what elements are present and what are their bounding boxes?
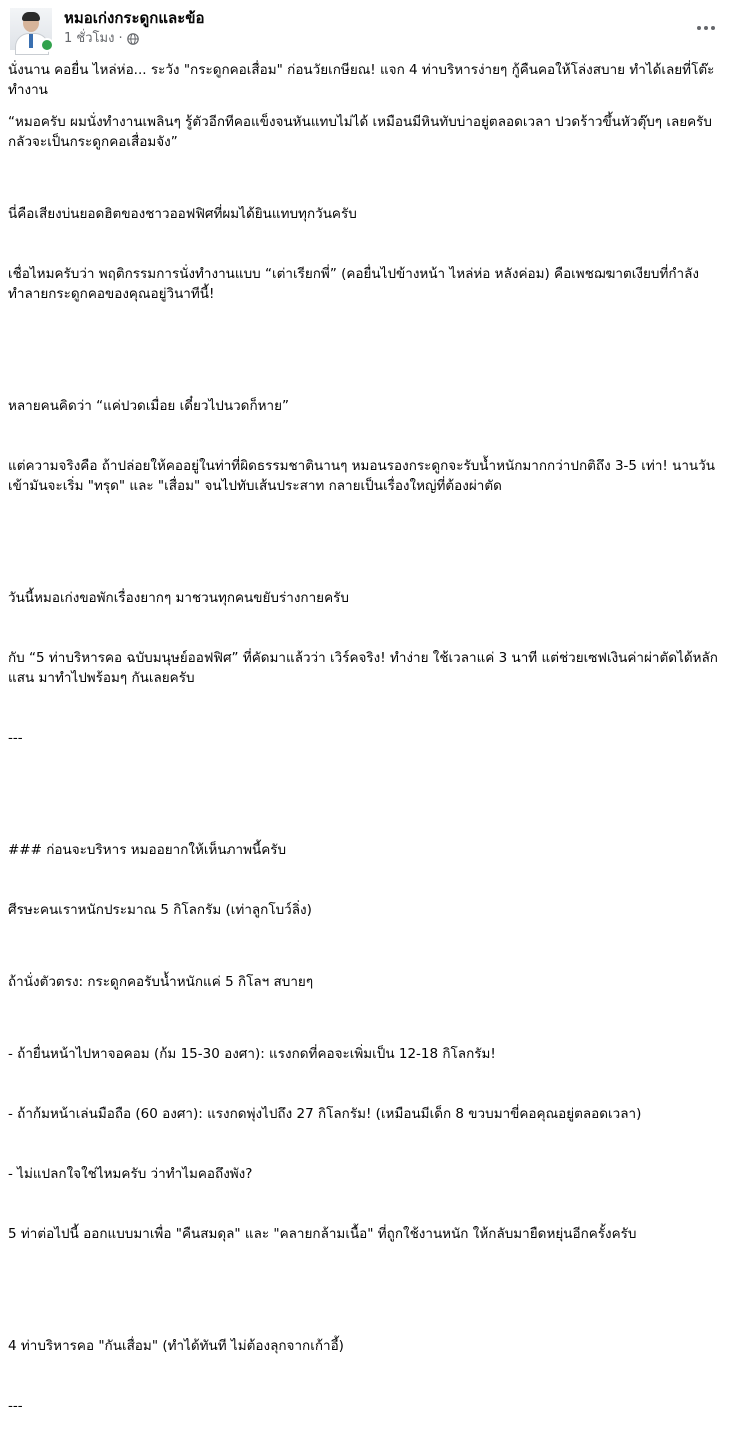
post-header [8, 6, 726, 52]
text-line: แต่ความจริงคือ ถ้าปล่อยให้คออยู่ในท่าที่ผิดธรรมชาตินานๆ หมอนรองกระดูกจะรับน้ำหนักมากกว่าปกติถึง 3-5 เท่า! นานวันเข้ามันจะเริ่ม "ทรุด" และ "เสื่อม" จนไปทับเส้นประสาท กลายเป็นเรื่องใหญ่ที่ต้องผ่าตัด [8, 458, 715, 494]
more-options-icon [697, 26, 715, 30]
paragraph-exercise-intro [8, 548, 726, 788]
bullet-item: - ถ้าก้มหน้าเล่นมือถือ (60 องศา): แรงกดพุ่งไปถึง 27 กิโลกรัม! (เหมือนมีเด็ก 8 ขวบมาขี่คอคุณอยู่ตลอดเวลา) [8, 1106, 642, 1122]
paragraph-office-complaint [8, 164, 726, 344]
text-line: วันนี้หมอเก่งขอพักเรื่องยากๆ มาชวนทุกคนขยับร่างกายครับ [8, 590, 349, 606]
divider-text: --- [8, 730, 23, 746]
text-line: 4 ท่าบริหารคอ "กันเสื่อม" (ทำได้ทันที ไม่ต้องลุกจากเก้าอี้) [8, 1338, 344, 1354]
avatar-tie [29, 34, 33, 48]
globe-icon[interactable] [127, 33, 139, 45]
text-line: เชื่อไหมครับว่า พฤติกรรมการนั่งทำงานแบบ “เต่าเรียกพี่” (คอยื่นไปข้างหน้า ไหล่ห่อ หลังค่อม) คือเพชฌฆาตเงียบที่กำลังทำลายกระดูกคอของคุณอยู่วินาทีนี้! [8, 266, 699, 302]
post-meta [64, 31, 139, 47]
bullet-item: - ถ้ายื่นหน้าไปหาจอคอม (ก้ม 15-30 องศา): แรงกดที่คอจะเพิ่มเป็น 12-18 กิโลกรัม! [8, 1046, 496, 1062]
post-timestamp[interactable]: 1 ชั่วโมง [64, 31, 115, 46]
paragraph-posture: ถ้านั่งตัวตรง: กระดูกคอรับน้ำหนักแค่ 5 กิโลฯ สบายๆ [8, 974, 314, 990]
avatar-hair [22, 12, 40, 21]
post-body [8, 60, 726, 1456]
section-heading: ### ก่อนจะบริหาร หมออยากให้เห็นภาพนี้ครับ [8, 842, 287, 858]
text-line: ศีรษะคนเราหนักประมาณ 5 กิโลกรัม (เท่าลูกโบว์ลิ่ง) [8, 902, 312, 918]
online-status-dot [40, 38, 54, 52]
paragraph-exercise-title [8, 1296, 726, 1456]
text-line: กับ “5 ท่าบริหารคอ ฉบับมนุษย์ออฟฟิศ” ที่คัดมาแล้วว่า เวิร์คจริง! ทำง่าย ใช้เวลาแค่ 3 นาที แต่ช่วยเซฟเงินค่าผ่าตัดได้หลักแสน มาทำไปพร้อมๆ กันเลยครับ [8, 650, 718, 686]
paragraph-intro: นั่งนาน คอยื่น ไหล่ห่อ... ระวัง "กระดูกคอเสื่อม" ก่อนวัยเกษียณ! แจก 4 ท่าบริหารง่ายๆ กู้คืนคอให้โล่งสบาย ทำได้เลยที่โต๊ะทำงาน [8, 62, 715, 98]
paragraph-head-weight [8, 800, 726, 960]
bullet-item: - ไม่แปลกใจใช่ไหมครับ ว่าทำไมคอถึงพัง? [8, 1166, 253, 1182]
paragraph-myth [8, 356, 726, 536]
meta-separator: · [118, 31, 123, 46]
text-line: หลายคนคิดว่า “แค่ปวดเมื่อย เดี๋ยวไปนวดก็หาย” [8, 398, 290, 414]
paragraph-quote: “หมอครับ ผมนั่งทำงานเพลินๆ รู้ตัวอีกทีคอแข็งจนหันแทบไม่ได้ เหมือนมีหินทับบ่าอยู่ตลอดเวลา ปวดร้าวขึ้นหัวตุ๊บๆ เลยครับ กลัวจะเป็นกระดูกคอเสื่อมจัง” [8, 114, 717, 150]
more-options-button[interactable] [690, 14, 722, 42]
paragraph-bullets [8, 1004, 726, 1284]
text-line: 5 ท่าต่อไปนี้ ออกแบบมาเพื่อ "คืนสมดุล" และ "คลายกล้ามเนื้อ" ที่ถูกใช้งานหนัก ให้กลับมายืดหยุ่นอีกครั้งครับ [8, 1226, 637, 1242]
divider-text: --- [8, 1398, 23, 1414]
text-line: นี่คือเสียงบ่นยอดฮิตของชาวออฟฟิศที่ผมได้ยินแทบทุกวันครับ [8, 206, 357, 222]
page-name-link[interactable]: หมอเก่งกระดูกและข้อ [64, 9, 205, 27]
